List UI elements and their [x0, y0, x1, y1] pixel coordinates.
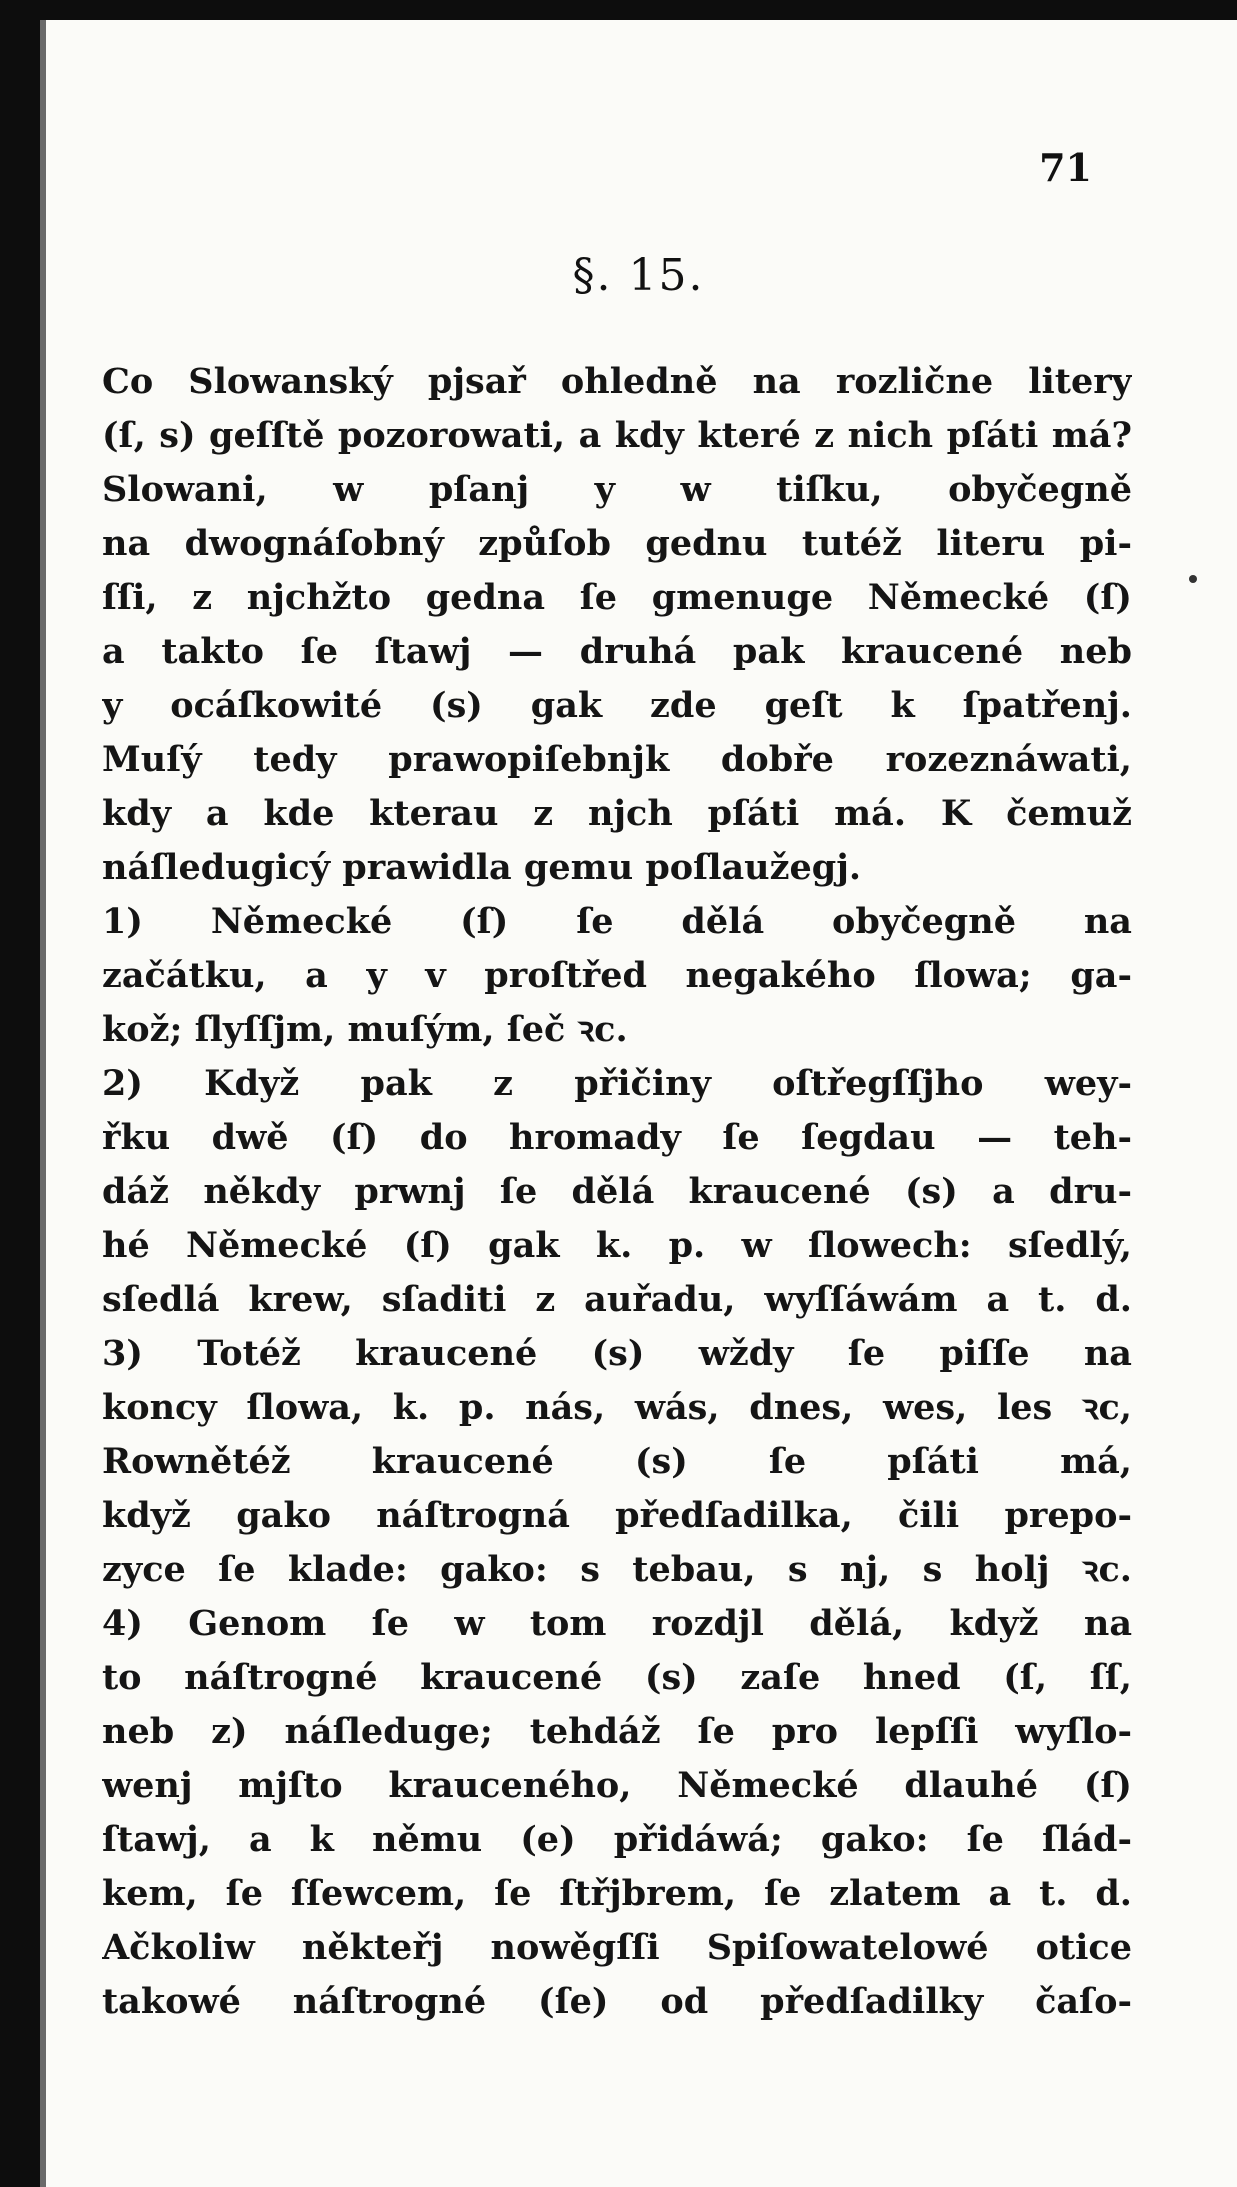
text-line: kož; ſlyſſjm, muſým, ſeč ꝛc. [102, 1009, 628, 1050]
text-line: Ačkoliw někteřj nowěgſſi Spiſowatelowé otice [102, 1927, 1132, 1968]
text-line: Rownětéž kraucené (s) ſe pſáti má, [102, 1441, 1132, 1482]
text-line: když gako náſtrogná předſadilka, čili prepo- [102, 1495, 1132, 1536]
text-line: koncy ſlowa, k. p. nás, wás, dnes, wes, les ꝛc, [102, 1387, 1132, 1428]
text-line: (ſ, s) geſſtě pozorowati, a kdy které z nich pſáti má? [102, 415, 1132, 456]
text-line: 3) Totéž kraucené (s) wždy ſe piſſe na [102, 1333, 1132, 1374]
text-line: 2) Když pak z přičiny oſtřegſſjho wey- [102, 1063, 1132, 1104]
text-line: ſſi, z njchžto gedna ſe gmenuge Německé (ſ) [102, 577, 1132, 618]
text-line: Slowani, w pſanj y w tiſku, obyčegně [102, 469, 1132, 510]
text-line: takowé náſtrogné (ſe) od předſadilky čaſo- [102, 1981, 1132, 2022]
text-line: Co Slowanský pjsař ohledně na rozlične litery [102, 361, 1132, 402]
text-line: to náſtrogné kraucené (s) zaſe hned (ſ, ſſ, [102, 1657, 1132, 1698]
text-line: hé Německé (ſ) gak k. p. w ſlowech: sſedlý, [102, 1225, 1132, 1266]
text-line: náſledugicý prawidla gemu poſlaužegj. [102, 847, 862, 888]
page-number: 71 [1039, 145, 1092, 190]
text-line: a takto ſe ſtawj — druhá pak kraucené neb [102, 631, 1132, 672]
text-line: ſtawj, a k němu (e) přidáwá; gako: ſe ſlád- [102, 1819, 1132, 1860]
text-line: 1) Německé (ſ) ſe dělá obyčegně na [102, 901, 1132, 942]
text-line: řku dwě (ſ) do hromady ſe ſegdau — teh- [102, 1117, 1132, 1158]
section-heading: §. 15. [572, 250, 705, 301]
text-line: 4) Genom ſe w tom rozdjl dělá, když na [102, 1603, 1132, 1644]
text-line: wenj mjſto krauceného, Německé dlauhé (ſ) [102, 1765, 1132, 1806]
book-page [40, 20, 1237, 2187]
page-edge-shadow [40, 20, 46, 2187]
text-line: neb z) náſleduge; tehdáž ſe pro lepſſi wyſlo- [102, 1711, 1132, 1752]
text-line: dáž někdy prwnj ſe dělá kraucené (s) a dru- [102, 1171, 1132, 1212]
body-text [102, 355, 1132, 2029]
text-line: y ocáſkowité (s) gak zde geſt k ſpatřenj. [102, 685, 1132, 726]
text-line: zyce ſe klade: gako: s tebau, s nj, s holj ꝛc. [102, 1549, 1132, 1590]
ink-speck [1189, 575, 1197, 583]
text-line: Muſý tedy prawopiſebnjk dobře rozeznáwati, [102, 739, 1132, 780]
text-line: na dwognáſobný způſob gednu tutéž literu pi- [102, 523, 1132, 564]
text-line: sſedlá krew, sſaditi z auřadu, wyſſáwám a t. d. [102, 1279, 1132, 1320]
text-line: kem, ſe ſſewcem, ſe ſtřjbrem, ſe zlatem a t. d. [102, 1873, 1132, 1914]
text-line: kdy a kde kterau z njch pſáti má. K čemuž [102, 793, 1132, 834]
text-line: začátku, a y v proſtřed negakého ſlowa; ga- [102, 955, 1132, 996]
